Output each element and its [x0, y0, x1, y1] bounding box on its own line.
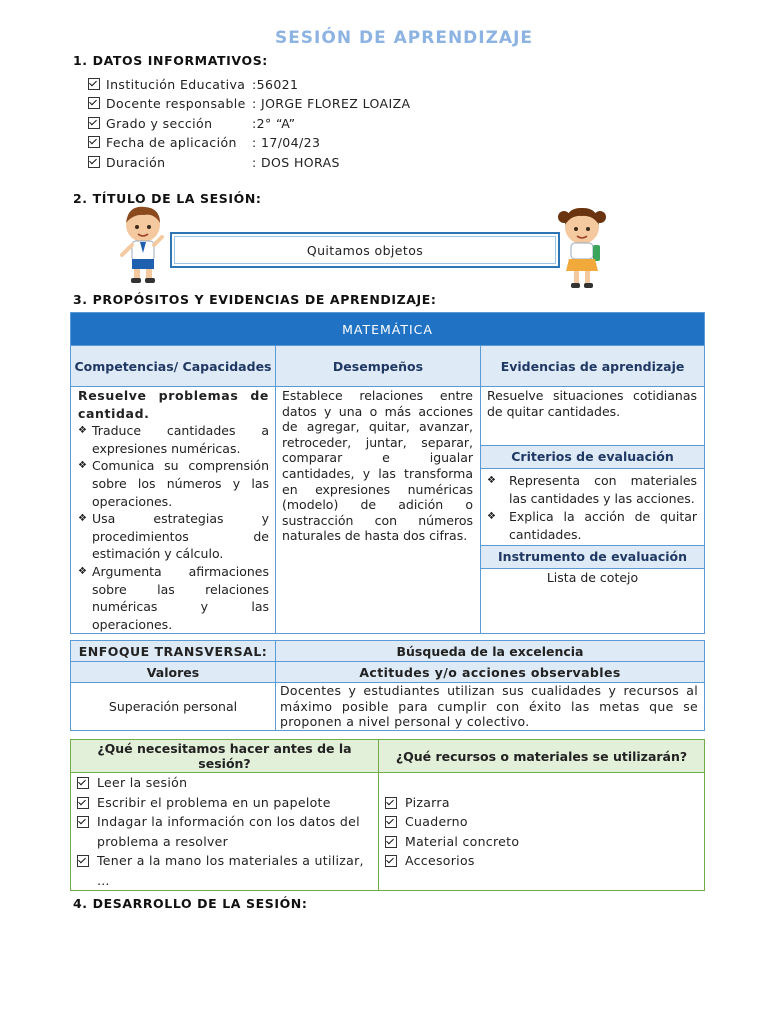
info-row — [88, 114, 411, 133]
list-item: ❖ Explica la acción de quitar cantidades. — [487, 508, 697, 544]
criteria-header: Criterios de evaluación — [481, 446, 704, 469]
evidence-text: Resuelve situaciones cotidianas de quitar cantidades. — [481, 387, 704, 446]
info-list — [88, 75, 411, 172]
info-value: : JORGE FLOREZ LOAIZA — [252, 96, 411, 112]
action-cell: Docentes y estudiantes utilizan sus cualidades y recursos al máximo posible para cumplir con éxito las metas que se proponen a nivel personal y colectivo. — [276, 683, 705, 731]
evidence-cell — [481, 387, 705, 634]
info-row — [88, 153, 411, 172]
info-value: : 17/04/23 — [252, 135, 321, 151]
info-row — [88, 75, 411, 94]
list-item: Indagar la información con los datos del problema a resolver — [75, 812, 374, 851]
prep-right-cell — [379, 773, 705, 891]
section-4-heading: 4. DESARROLLO DE LA SESIÓN: — [73, 896, 308, 911]
info-label: Institución Educativa — [106, 77, 246, 92]
performances-header: Desempeños — [276, 346, 481, 387]
checkbox-icon — [88, 78, 100, 90]
actions-header: Actitudes y/o acciones observables — [276, 662, 705, 683]
prep-left-cell — [71, 773, 379, 891]
list-item: Leer la sesión — [75, 773, 374, 793]
section-1-heading: 1. DATOS INFORMATIVOS: — [73, 53, 268, 68]
checkbox-icon — [88, 156, 100, 168]
checkbox-icon — [385, 855, 397, 867]
list-item: Pizarra — [383, 793, 700, 813]
list-item: Cuaderno — [383, 812, 700, 832]
instrument-value: Lista de cotejo — [546, 570, 639, 585]
checkbox-icon — [77, 816, 89, 828]
info-label: Docente responsable — [106, 96, 246, 112]
area-header: MATEMÁTICA — [71, 313, 705, 346]
info-value: :56021 — [252, 77, 299, 92]
section-3-heading: 3. PROPÓSITOS Y EVIDENCIAS DE APRENDIZAJE: — [73, 292, 437, 307]
session-title-box: Quitamos objetos — [170, 232, 560, 268]
info-value: : DOS HORAS — [252, 154, 340, 170]
checkbox-icon — [385, 816, 397, 828]
list-item: Tener a la mano los materiales a utilizar, … — [75, 851, 374, 890]
info-label: Duración — [106, 154, 166, 170]
evidence-header: Evidencias de aprendizaje — [481, 346, 705, 387]
info-label: Fecha de aplicación — [106, 135, 237, 151]
list-item: ❖ Representa con materiales las cantidades y las acciones. — [487, 472, 697, 508]
competence-name: Resuelve problemas de cantidad. — [78, 388, 269, 421]
info-row — [88, 94, 411, 113]
checkbox-icon — [385, 836, 397, 848]
preparation-table — [70, 739, 705, 891]
value-cell: Superación personal — [71, 683, 276, 731]
girl-illustration — [556, 203, 608, 291]
purposes-table — [70, 312, 705, 634]
list-item: Material concreto — [383, 832, 700, 852]
performance-cell: Establece relaciones entre datos y una o más acciones de agregar, quitar, avanzar, retroceder, juntar, separar, comparar e igualar cantidades, y las transforma en expresiones numéricas (modelo) de adición o sustracción con números naturales de hasta dos cifras. — [276, 387, 481, 634]
list-item: ❖ Traduce cantidades a expresiones numéricas. — [78, 422, 269, 457]
criteria-list — [481, 469, 704, 546]
checkbox-icon — [77, 855, 89, 867]
checkbox-icon — [385, 797, 397, 809]
list-item: Escribir el problema en un papelote — [75, 793, 374, 813]
list-item: Accesorios — [383, 851, 700, 871]
checkbox-icon — [77, 797, 89, 809]
transversal-table — [70, 640, 705, 731]
prep-left-header: ¿Qué necesitamos hacer antes de la sesión? — [71, 740, 379, 773]
transversal-label: ENFOQUE TRANSVERSAL: — [71, 641, 276, 662]
values-header: Valores — [71, 662, 276, 683]
competences-cell — [71, 387, 276, 634]
checkbox-icon — [88, 117, 100, 129]
info-label: Grado y sección — [106, 115, 213, 131]
prep-list — [75, 773, 374, 890]
list-item: ❖ Comunica su comprensión sobre los números y las operaciones. — [78, 457, 269, 510]
info-row — [88, 133, 411, 152]
prep-right-header: ¿Qué recursos o materiales se utilizarán? — [379, 740, 705, 773]
capacities-list — [78, 422, 269, 633]
info-value: :2° “A” — [252, 115, 296, 131]
list-item: ❖ Usa estrategias y procedimientos de estimación y cálculo. — [78, 510, 269, 563]
resources-list — [383, 793, 700, 871]
checkbox-icon — [88, 97, 100, 109]
boy-illustration — [118, 203, 168, 285]
checkbox-icon — [77, 777, 89, 789]
checkbox-icon — [88, 136, 100, 148]
list-item: ❖ Argumenta afirmaciones sobre las relaciones numéricas y las operaciones. — [78, 563, 269, 633]
transversal-name: Búsqueda de la excelencia — [276, 641, 705, 662]
section-2-heading: 2. TÍTULO DE LA SESIÓN: — [73, 191, 262, 206]
competences-header: Competencias/ Capacidades — [71, 346, 276, 387]
instrument-header: Instrumento de evaluación — [481, 546, 704, 569]
document-title: SESIÓN DE APRENDIZAJE — [274, 28, 534, 48]
